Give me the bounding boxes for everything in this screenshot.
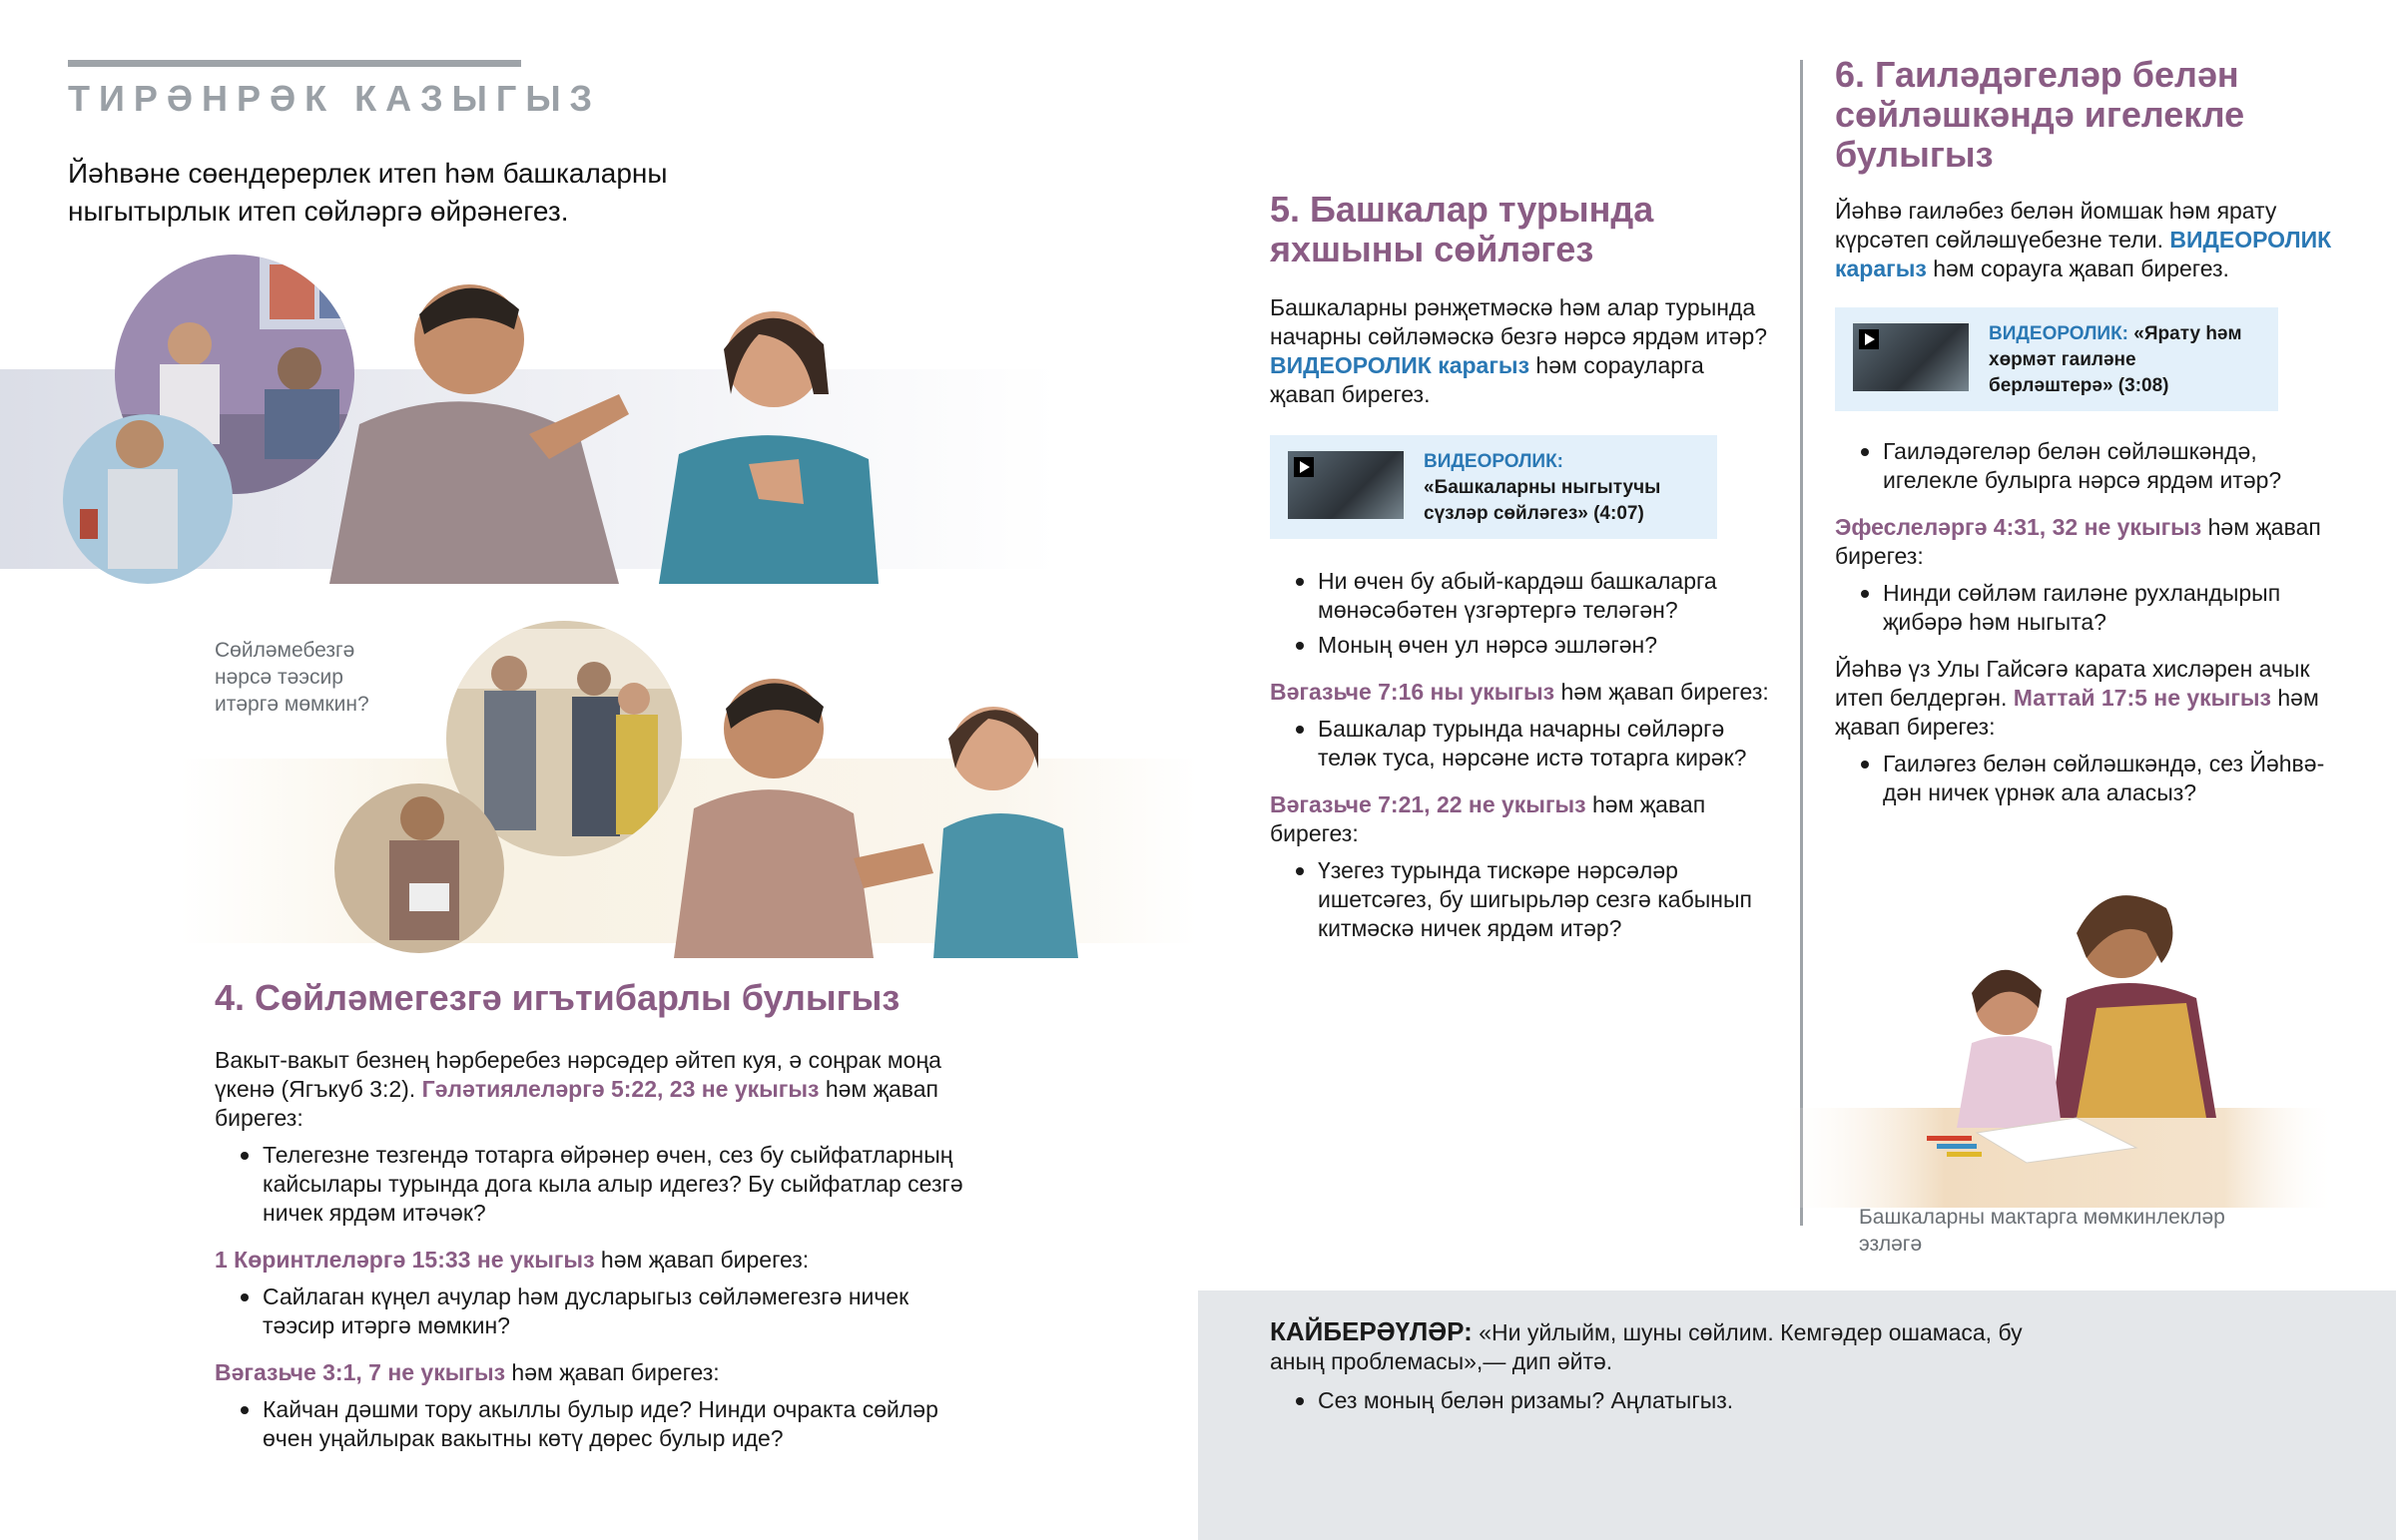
section-6-para3: Йәһвә үз Улы Гайсәгә карата хисләрен ачык итеп белдергән. Маттай 17:5 не укыгыз һәм җавап бирегез: (1835, 656, 2319, 740)
some-say-list (1270, 1386, 2029, 1415)
intro-text: Йәһвәне сөендерерлек итеп һәм башкаларны ныгытырлык итеп сөйләргә өйрәнегез. (68, 158, 668, 227)
illustration-caption: Сөйләмебезгә нәрсә тәэсир итәргә мөмкин? (215, 639, 369, 716)
scripture-link-ephesians[interactable]: Эфеслеләргә 4:31, 32 не укыгыз (1835, 514, 2202, 540)
section-4-list1 (215, 1141, 963, 1228)
section-6-list2 (1835, 579, 2334, 637)
section-4-para3: Вәгазьче 3:1, 7 не укыгыз һәм җавап бирегез: (215, 1359, 720, 1385)
section-5-para1: Башкаларны рәнҗетмәскә һәм алар турында начарны сөйләмәскә безгә нәрсә ярдәм итәр? ВИДЕОРОЛИК карагыз һәм сорауларга җавап бирегез. (1270, 294, 1768, 407)
some-say-content (1270, 1317, 2029, 1431)
section-4-para2: 1 Көринтлеләргә 15:33 не укыгыз һәм җавап бирегез: (215, 1247, 810, 1273)
section-6 (1835, 55, 2334, 823)
list-item: Кайчан дәшми тору акыллы булыр иде? Нинди очракта сөйләр өчен уңайлырак вакытны көтү дөрес булыр иде? (263, 1395, 963, 1453)
list-item: Гаиләдәгеләр белән сөйләшкәндә, игелекле булырга нәрсә ярдәм итәр? (1883, 437, 2334, 495)
list-item: Гаиләгез белән сөйләшкәндә, сез Йәһвәдән ничек үрнәк ала аласыз? (1883, 750, 2334, 807)
list-item: Сез моның белән ризамы? Аңлатыгыз. (1318, 1386, 2029, 1415)
video-card-text: ВИДЕОРОЛИК: «Башкаларны ныгытучы сүзләр сөйләгез» (4:07) (1424, 451, 1661, 524)
video-link-6[interactable]: ВИДЕОРОЛИК карагыз (1835, 227, 2332, 281)
video-link-5[interactable]: ВИДЕОРОЛИК карагыз (1270, 352, 1530, 378)
section-6-para2: Эфеслеләргә 4:31, 32 не укыгыз һәм җавап бирегез: (1835, 514, 2321, 569)
mother-child-svg (1777, 878, 2336, 1208)
section-5 (1270, 190, 1769, 959)
list-item: Ни өчен бу абый-кардәш башкаларга мөнәсәбәтен үзгәртергә теләгән? (1318, 567, 1769, 625)
scripture-link-galatians[interactable]: Гәләтиялеләргә 5:22, 23 не укыгыз (421, 1076, 820, 1102)
video-card-6[interactable] (1835, 307, 2278, 411)
illustration-mother-child (1777, 878, 2336, 1208)
section-4-list3 (215, 1395, 963, 1453)
argument-scene-svg (60, 245, 1048, 584)
scripture-link-ecclesiastes-7-21[interactable]: Вәгазьче 7:21, 22 не укыгыз (1270, 791, 1586, 817)
section-6-list3 (1835, 750, 2334, 807)
section-5-para2: Вәгазьче 7:16 ны укыгыз һәм җавап бирегез: (1270, 679, 1769, 705)
section-6-para1: Йәһвә гаиләбез белән йомшак һәм ярату күрсәтеп сөйләшүебезне тели. ВИДЕОРОЛИК карагыз һәм сорауга җавап бирегез. (1835, 198, 2332, 281)
video-card-text: ВИДЕОРОЛИК: «Ярату һәм хөрмәт гаиләне берләштерә» (3:08) (1989, 323, 2242, 396)
list-item: Моның өчен ул нәрсә эшләгән? (1318, 631, 1769, 660)
video-thumbnail[interactable] (1853, 323, 1969, 391)
some-say-label: КАЙБЕРӘҮЛӘР: (1270, 1316, 1473, 1346)
section-5-para3: Вәгазьче 7:21, 22 не укыгыз һәм җавап бирегез: (1270, 791, 1706, 846)
conversation-scene-svg (334, 619, 1203, 958)
scripture-link-ecclesiastes-3[interactable]: Вәгазьче 3:1, 7 не укыгыз (215, 1359, 506, 1385)
list-item: Телегезне тезгендә тотарга өйрәнер өчен, сез бу сыйфатларның кайсылары турында дога кыла алыр идегез? Бу сыйфатлар сезгә ничек ярдәм итәчәк? (263, 1142, 963, 1226)
scripture-link-ecclesiastes-7-16[interactable]: Вәгазьче 7:16 ны укыгыз (1270, 679, 1555, 705)
video-thumbnail[interactable] (1288, 451, 1404, 519)
section-6-list1 (1835, 437, 2334, 495)
illustration-conversation (334, 619, 1203, 958)
section-5-list3 (1270, 856, 1769, 943)
section-4-para1: Вакыт-вакыт безнең һәрберебез нәрсәдер әйтеп куя, ә соңрак моңа үкенә (Ягъкуб 3:2). Гәләтиялеләргә 5:22, 23 не укыгыз һәм җавап бирегез: (215, 1047, 941, 1131)
section-4-body (215, 1046, 963, 1453)
play-icon[interactable] (1859, 329, 1879, 349)
play-icon[interactable] (1294, 457, 1314, 477)
scripture-link-corinthians[interactable]: 1 Көринтлеләргә 15:33 не укыгыз (215, 1247, 595, 1273)
section-4 (215, 978, 963, 1469)
section-5-body (1270, 293, 1769, 943)
section-5-title: 5. Башкалар турында яхшыны сөйләгез (1270, 189, 1654, 269)
section-6-title: 6. Гаиләдәгеләр белән сөйләшкәндә игелекле булыгыз (1835, 54, 2245, 175)
kicker-title: ТИРӘНРӘК КАЗЫГЫЗ (68, 78, 602, 119)
photo-caption: Башкаларны мактарга мөмкинлекләр эзләгә (1859, 1206, 2225, 1256)
list-item: Башкалар турында начарны сөйләргә теләк туса, нәрсәне истә тотарга кирәк? (1318, 715, 1769, 772)
section-4-list2 (215, 1283, 963, 1340)
section-5-list2 (1270, 715, 1769, 772)
video-card-5[interactable] (1270, 435, 1717, 539)
section-4-title: 4. Сөйләмегезгә игътибарлы булыгыз (215, 977, 900, 1018)
list-item: Нинди сөйләм гаиләне рухландырып җибәрә һәм ныгыта? (1883, 579, 2334, 637)
section-5-list1 (1270, 567, 1769, 660)
illustration-argument (60, 245, 1048, 584)
some-say-quote: КАЙБЕРӘҮЛӘР: «Ни уйлыйм, шуны сөйлим. Кемгәдер ошамаса, бу аның проблемасы»,— дип әйтә. (1270, 1316, 2023, 1374)
scripture-link-matthew[interactable]: Маттай 17:5 не укыгыз (2013, 685, 2271, 711)
list-item: Үзегез турында тискәре нәрсәләр ишетсәгез, бу шигырьләр сезгә кабынып китмәскә ничек ярдәм итәр? (1318, 856, 1769, 943)
section-6-body (1835, 197, 2334, 807)
kicker-rule (68, 60, 521, 67)
list-item: Сайлаган күңел ачулар һәм дусларыгыз сөйләмегезгә ничек тәэсир итәргә мөмкин? (263, 1283, 963, 1340)
